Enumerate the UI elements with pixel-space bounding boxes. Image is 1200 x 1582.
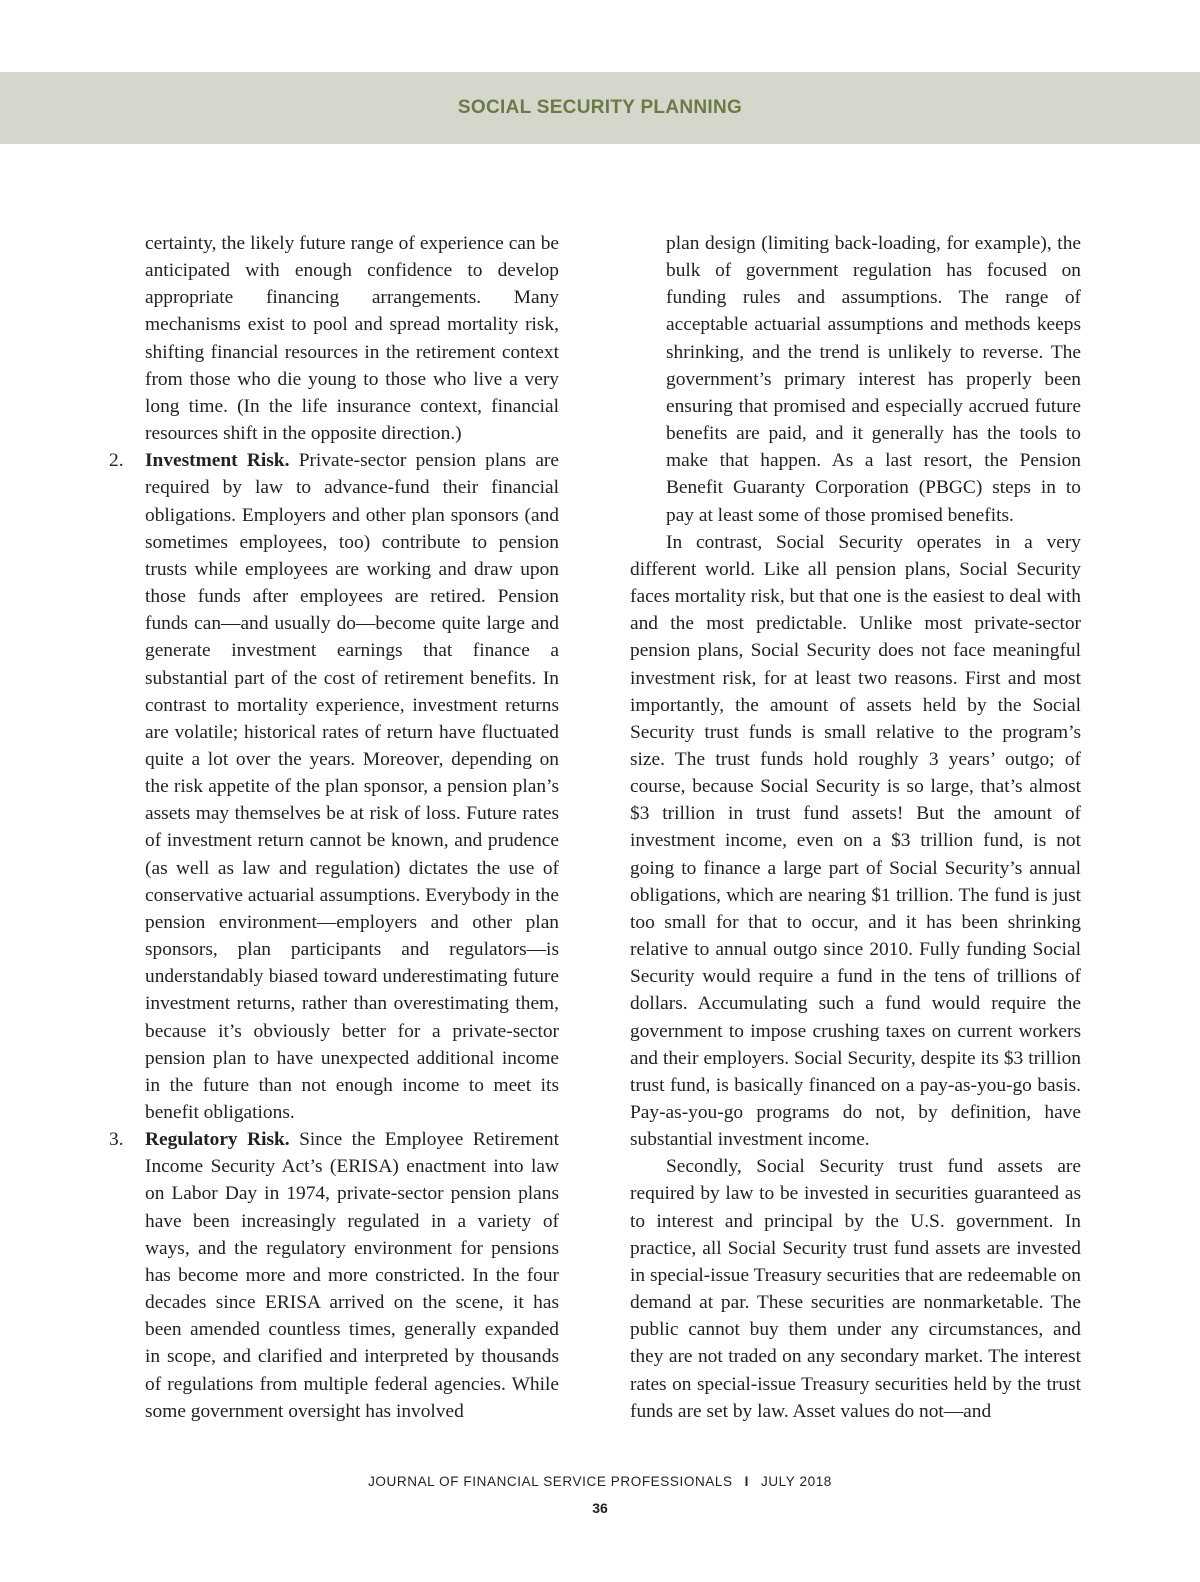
issue-date: JULY 2018 <box>760 1474 832 1489</box>
right-column <box>630 230 1081 1425</box>
list-item-heading: Investment Risk. <box>145 450 290 472</box>
body-paragraph: Secondly, Social Security trust fund assets are required by law to be invested in securities guaranteed as to interest and principal by the U.S. government. In practice, all Social Security trust fund assets are invested in special-issue Treasury securities that are redeemable on demand at par. These securities are nonmarketable. The public cannot buy them under any circumstances, and they are not traded on any secondary market. The interest rates on special-issue Treasury securities held by the trust funds are set by law. Asset values do not—and <box>630 1156 1081 1422</box>
section-title: SOCIAL SECURITY PLANNING <box>457 97 743 118</box>
footer-journal-line <box>0 1474 1200 1489</box>
continuation-paragraph-left: certainty, the likely future range of experience can be anticipated with enough confidence to develop appropriate financing arrangements. Many mechanisms exist to pool and spread mortality risk, shifting financial resources in the retirement context from those who die young to those who live a very long time. (In the life insurance context, financial resources shift in the opposite direction.) <box>145 233 559 445</box>
left-column <box>109 230 559 1425</box>
list-item-investment-risk <box>109 447 559 1126</box>
list-item-regulatory-risk <box>109 1126 559 1425</box>
journal-name: JOURNAL OF FINANCIAL SERVICE PROFESSIONALS <box>368 1474 733 1489</box>
page-number: 36 <box>592 1500 608 1516</box>
list-number: 3. <box>109 1129 124 1151</box>
continuation-paragraph-right: plan design (limiting back-loading, for example), the bulk of government regulation has focused on funding rules and assumptions. The range of acceptable actuarial assumptions and methods keeps shrinking, and the trend is unlikely to reverse. The government’s primary interest has properly been ensuring that promised and especially accrued future benefits are paid, and it generally has the tools to make that happen. As a last resort, the Pension Benefit Guaranty Corporation (PBGC) steps in to pay at least some of those promised benefits. <box>666 233 1081 526</box>
list-number: 2. <box>109 450 124 472</box>
header-band <box>0 72 1200 144</box>
list-item-body: Private-sector pension plans are required by law to advance-fund their financial obligations. Employers and other plan sponsors (and sometimes employees, too) contribute to pension trusts while employees are working and draw upon those funds after employees are retired. Pension funds can—and usually do—become quite large and generate investment earnings that finance a substantial part of the cost of retirement benefits. In contrast to mortality experience, investment returns are volatile; historical rates of return have fluctuated quite a lot over the years. Moreover, depending on the risk appetite of the plan sponsor, a pension plan’s assets may themselves be at risk of loss. Future rates of investment return cannot be known, and prudence (as well as law and regulation) dictates the use of conservative actuarial assumptions. Everybody in the pension environment—employers and other plan sponsors, plan participants and regulators—is understandably biased toward underestimating future investment returns, rather than overestimating them, because it’s obviously better for a private-sector pension plan to have unexpected additional income in the future than not enough income to meet its benefit obligations. <box>145 450 559 1123</box>
body-paragraph: In contrast, Social Security operates in a very different world. Like all pension plans, Social Security faces mortality risk, but that one is the easiest to deal with and the most predictable. Unlike most private-sector pension plans, Social Security does not face meaningful investment risk, for at least two reasons. First and most importantly, the amount of assets held by the Social Security trust funds is small relative to the program’s size. The trust funds hold roughly 3 years’ outgo; of course, because Social Security is so large, that’s almost $3 trillion in trust fund assets! But the amount of investment income, even on a $3 trillion fund, is not going to finance a large part of Social Security’s annual obligations, which are nearing $1 trillion. The fund is just too small for that to occur, and it has been shrinking relative to annual outgo since 2010. Fully funding Social Security would require a fund in the tens of trillions of dollars. Accumulating such a fund would require the government to impose crushing taxes on current workers and their employers. Social Security, despite its $3 trillion trust fund, is basically financed on a pay-as-you-go basis. Pay-as-you-go programs do not, by definition, have substantial investment income. <box>630 531 1081 1151</box>
footer-separator: I <box>744 1474 749 1489</box>
list-item-heading: Regulatory Risk. <box>145 1129 290 1151</box>
list-item-body: Since the Employee Retirement Income Security Act’s (ERISA) enactment into law on Labor Day in 1974, private-sector pension plans have been increasingly regulated in a variety of ways, and the regulatory environment for pensions has become more and more constricted. In the four decades since ERISA arrived on the scene, it has been amended countless times, generally expanded in scope, and clarified and interpreted by thousands of regulations from multiple federal agencies. While some government oversight has involved <box>145 1129 559 1422</box>
